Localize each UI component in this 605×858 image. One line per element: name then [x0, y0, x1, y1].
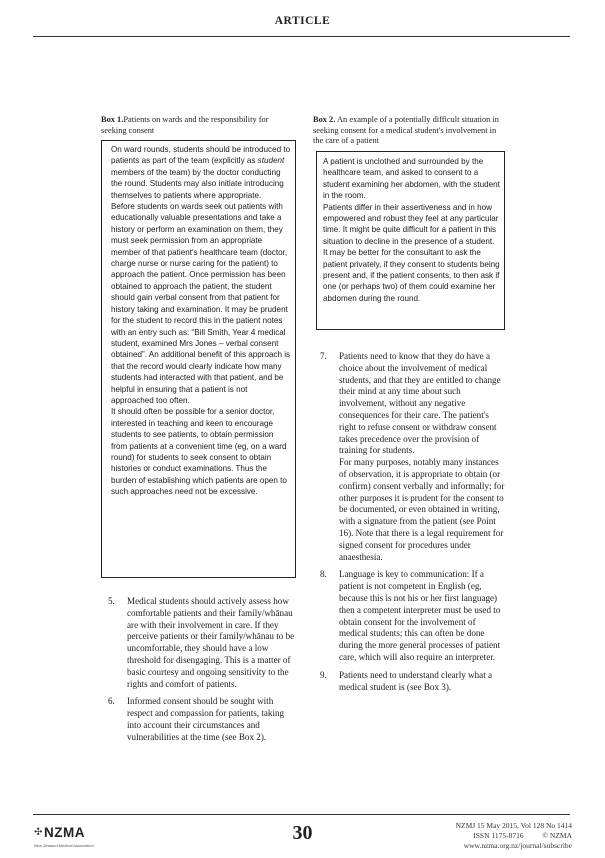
list-number: 6. — [108, 696, 115, 707]
box1-paragraph-2: Before students on wards seek out patients with educationally valuable presentations and take a history or perform an examination on them, they must seek permission from an appropriate member of that patient's healthcare team (doctor, charge nurse or nurse caring for the patient) to approach the patient. Once permission has been obtained to approach the patient, the student should gain verbal consent from that patient for history taking and examination. It may be prudent for the student to record this in the patient notes with an entry such as: “Bill Smith, Year 4 medical student, examined Mrs Jones – verbal consent obtained”. An additional benefit of this approach is that the record would clearly indicate how many students had interacted with that patient, and be helpful in ensuring that a patient is not approached too often. — [111, 202, 291, 405]
box2-paragraph-1: A patient is unclothed and surrounded by the healthcare team, and asked to consent to a student examining her abdomen, with the student in the room. — [323, 157, 500, 201]
list-item-text: Informed consent should be sought with respect and compassion for patients, taking into account their circumstances and vulnerabilities at the time (see Box 2). — [127, 696, 285, 742]
box1-p1-end: members of the team) by the doctor conducting the round. Students may also initiate introducing themselves to patients where appropriate. — [111, 167, 284, 200]
journal-issn: ISSN 1175-8716 — [473, 830, 524, 840]
list-item-text: Patients need to know that they do have a choice about the involvement of medical students, and that they are entitled to change their mind at any time about such involvement, without any negative consequences for their care. The patient's right to refuse consent or withdraw consent takes precedence over the provision of training for students. — [339, 351, 501, 456]
logo-star-icon: ✣ — [34, 827, 43, 838]
box1-paragraph-1 — [111, 144, 291, 201]
box2-caption — [313, 115, 505, 147]
list-item-5 — [108, 596, 298, 690]
list-number: 8. — [320, 569, 327, 580]
box1-caption — [101, 115, 296, 136]
list-number: 9. — [320, 669, 327, 680]
logo-subtitle: New Zealand Medical Association — [34, 843, 94, 848]
left-numbered-list — [108, 596, 298, 750]
box2-label: Box 2. — [313, 115, 336, 124]
logo-text: NZMA — [44, 825, 85, 840]
running-header: ARTICLE — [274, 15, 331, 27]
box2-panel — [316, 151, 505, 330]
list-item-6 — [108, 696, 298, 743]
list-item-7 — [320, 351, 505, 563]
right-numbered-list — [320, 351, 505, 699]
header-divider — [33, 36, 570, 37]
list-item-text: For many purposes, notably many instances of observation, it is appropriate to obtain (or confirm) consent verbally and informally; for other purposes it is prudent for the consent to be documented, or even obtained in writing, with a signature from the patient (see Point 16). Note that there is a legal requirement for signed consent for procedures under anaesthesia. — [339, 457, 505, 562]
list-item-text: Patients need to understand clearly what a medical student is (see Box 3). — [339, 669, 493, 692]
list-number: 5. — [108, 596, 115, 606]
journal-info — [456, 821, 572, 850]
journal-url: www.nzma.org.nz/journal/subscribe — [463, 840, 572, 850]
journal-issn-line — [456, 831, 572, 841]
box1-caption-text: Patients on wards and the responsibility for seeking consent — [101, 115, 269, 135]
list-number: 7. — [320, 351, 327, 361]
box2-paragraph-2: Patients differ in their assertiveness and in how empowered and robust they feel at any particular time. It might be quite difficult for a patient in this situation to decline in the presence of a student. It may be better for the consultant to ask the patient privately, if they consent to students being present and, if the patient consents, to then ask if one (or perhaps two) of them could examine her abdomen during the round. — [323, 202, 500, 303]
list-item-text: Language is key to communication: If a patient is not competent in English (eg, because this is not his or her first language) then a competent interpreter must be used to obtain consent for the involvement of medical students; this can often be done during the more general processes of patient care, which will also require an interpreter. — [339, 569, 501, 662]
journal-copyright: © NZMA — [542, 830, 572, 840]
page-number: 30 — [292, 822, 313, 844]
list-item-9 — [320, 670, 505, 694]
box1-p1-start: On ward rounds, students should be introduced to patients as part of the team (explicitly as — [111, 145, 291, 166]
box1-p1-emphasis: student — [257, 156, 285, 166]
journal-citation: NZMJ 15 May 2015, Vol 128 No 1414 — [455, 821, 572, 830]
box1-panel — [101, 140, 296, 578]
box1-paragraph-3: It should often be possible for a senior doctor, interested in teaching and keen to encourage students to see patients, to obtain permission from patients at a convenient time (eg, on a ward round) for students to seek consent to obtain histories or conduct examinations. Thus the burden of establishing which patients are open to such approaches need not be excessive. — [111, 407, 287, 497]
list-item-text: Medical students should actively assess how comfortable patients and their family/whānau are with their involvement in care. If they perceive patients or their family/whānau to be uncomfortable, they should have a low threshold for disengaging. This is a matter of basic courtesy and ongoing sensitivity to the rights and comfort of patients. — [127, 596, 295, 689]
list-item-8 — [320, 569, 505, 663]
footer-divider — [33, 814, 570, 815]
box1-label: Box 1. — [101, 115, 124, 124]
box2-caption-text: An example of a potentially difficult situation in seeking consent for a medical student's involvement in the care of a patient — [313, 115, 499, 145]
